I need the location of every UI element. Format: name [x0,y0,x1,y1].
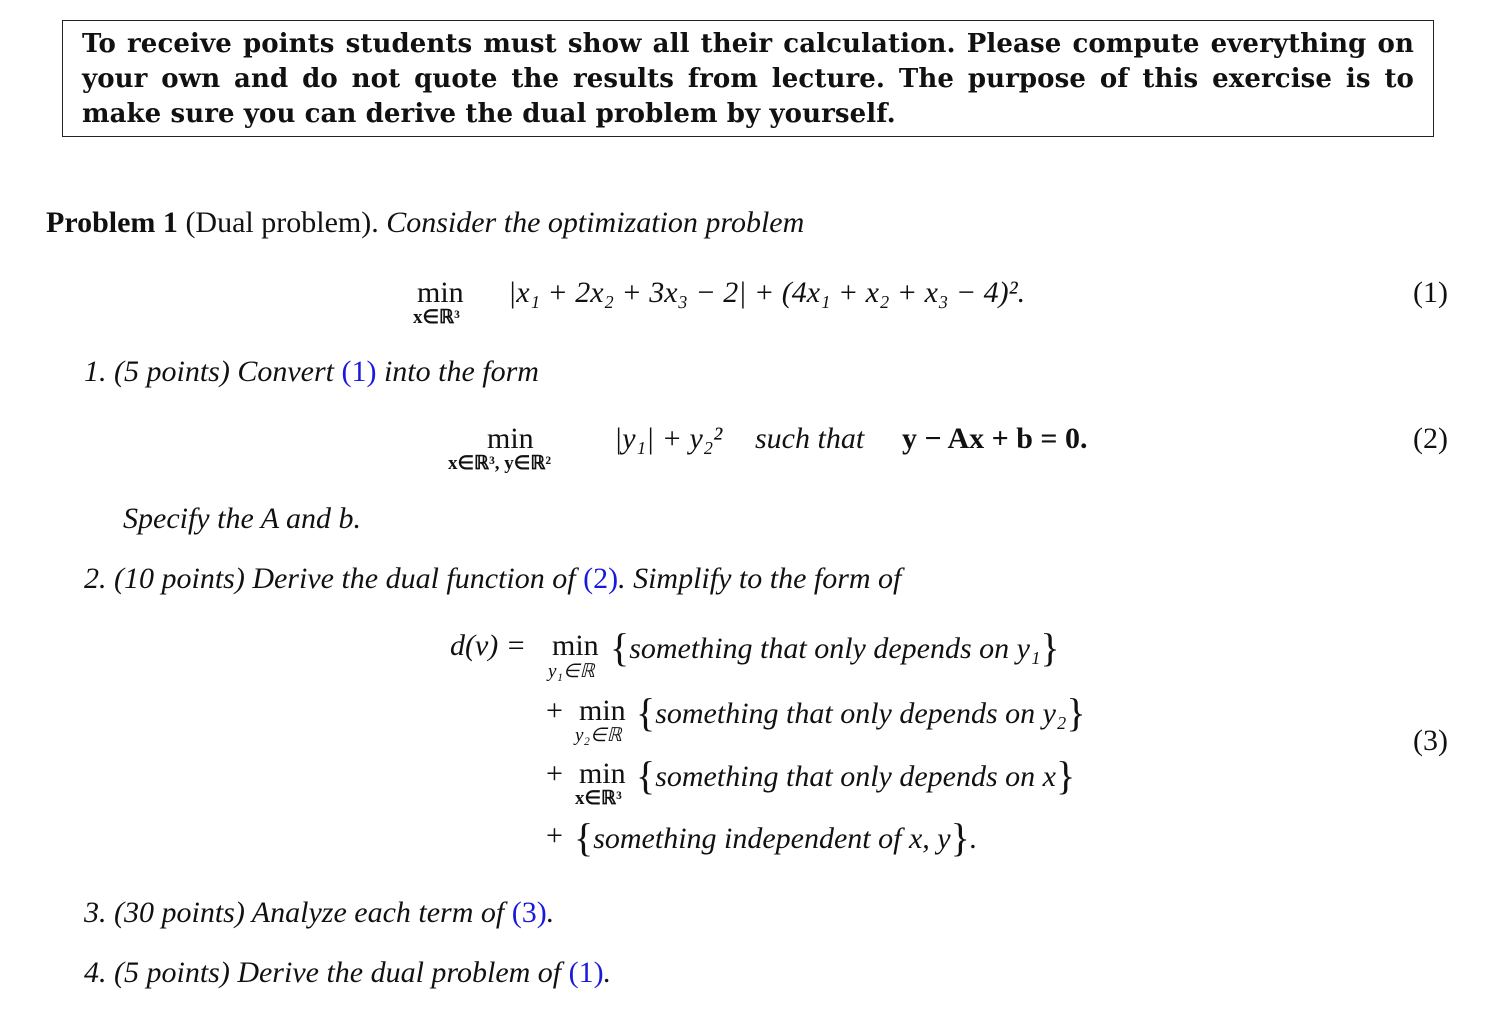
problem-heading [46,206,804,240]
eq3-line3-under: x∈ℝ³ [575,788,622,809]
eq3-line4: {something independent of x, y}. [574,815,978,860]
eq3-line1-body: something that only depends on y₁ [629,632,1041,665]
eq2-body: |y₁| + y₂² [614,422,723,455]
item-2-number: 2. [84,562,107,595]
item-2-points: (10 points) [114,562,245,595]
eq2-under: x∈ℝ³, y∈ℝ² [448,453,552,474]
eq3-line3-op: min [579,757,626,790]
item-3-points: (30 points) [114,896,245,929]
item-4-number: 4. [84,956,107,989]
eq3-line3-prefix: + [546,757,563,790]
item-3 [84,896,554,930]
item-4-points: (5 points) [114,956,230,989]
item-1-text-b: into the form [383,355,539,388]
eq2-such-that: such that [755,422,865,455]
item-1-points: (5 points) [114,355,230,388]
item-3-text: Analyze each term of [251,896,505,929]
eq-ref-link[interactable]: (1) [341,355,377,388]
eq2-constraint: y − Ax + b = 0. [902,422,1088,455]
item-2 [84,562,901,596]
eq3-line2: {something that only depends on y₂} [636,690,1086,735]
eq-ref-link[interactable]: (3) [511,896,547,929]
eq1-body: |x₁ + 2x₂ + 3x₃ − 2| + (4x₁ + x₂ + x₃ − 4)². [508,276,1026,309]
eq3-line2-under: y₂∈ℝ [575,725,622,746]
item-4-text: Derive the dual problem of [237,956,562,989]
eq3-line3: {something that only depends on x} [636,753,1076,798]
problem-label: Problem 1 [46,206,178,239]
eq-ref-link[interactable]: (2) [583,562,619,595]
eq3-lhs: d(ν) = [450,629,527,662]
eq-ref-link[interactable]: (1) [568,956,604,989]
eq1-op: min [417,276,464,309]
item-1-text: Convert [237,355,334,388]
eq3-line2-op: min [579,694,626,727]
eq1-number: (1) [1413,276,1448,309]
item-4 [84,956,611,990]
eq2-number: (2) [1413,422,1448,455]
problem-intro: Consider the optimization problem [386,206,805,239]
eq3-number: (3) [1413,724,1448,757]
eq3-line2-body: something that only depends on y₂ [655,697,1067,730]
item-4-text-b: . [603,956,612,989]
eq2-op: min [487,422,534,455]
item-1-number: 1. [84,355,107,388]
eq3-line1-under: y₁∈ℝ [548,661,595,682]
eq3-line4-body: something independent of x, y [593,822,951,855]
item-2-text: Derive the dual function of [252,562,576,595]
item-3-number: 3. [84,896,107,929]
item-1 [84,355,539,389]
item-1-follow: Specify the A and b. [123,502,362,535]
eq1-under: x∈ℝ³ [413,307,460,328]
eq3-line2-prefix: + [546,694,563,727]
eq3-line4-prefix: + [546,819,563,852]
item-3-text-b: . [546,896,555,929]
eq3-line1: {something that only depends on y₁} [610,625,1060,670]
instructions-box: To receive points students must show all their calculation. Please compute everything on your own and do not quote the results from lecture. The purpose of this exercise is to make sure you can derive the dual problem by yourself. [62,20,1434,137]
eq3-line3-body: something that only depends on x [655,760,1056,793]
problem-paren: (Dual problem). [185,206,379,239]
eq3-line1-op: min [552,629,599,662]
item-2-text-b: . Simplify to the form of [618,562,902,595]
eq3-tail: . [969,822,978,855]
